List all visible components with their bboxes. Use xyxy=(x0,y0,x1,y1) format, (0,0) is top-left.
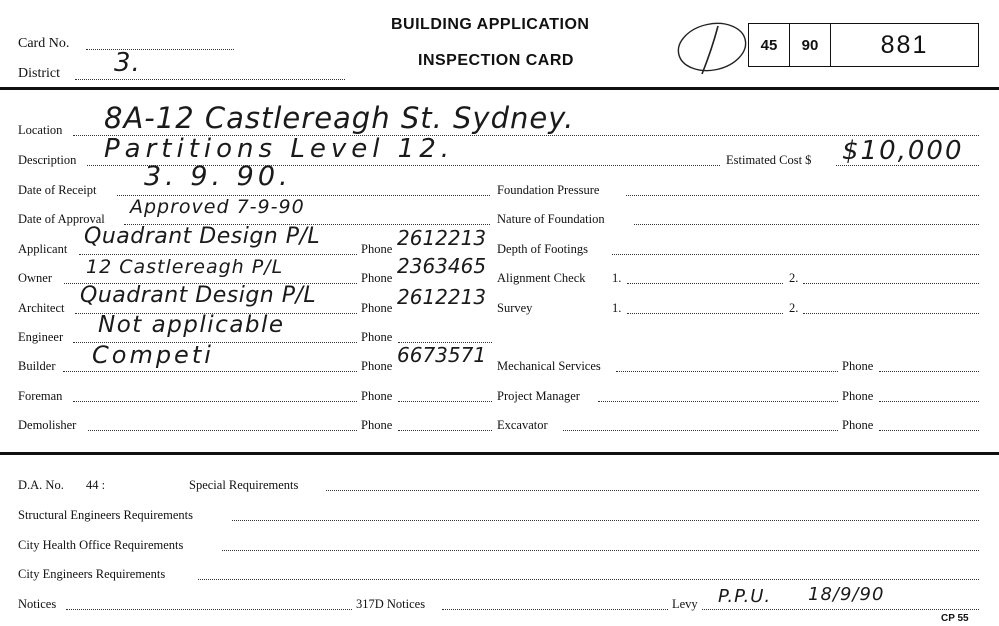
code-b-box: 90 xyxy=(789,23,831,67)
foreman-label: Foreman xyxy=(18,389,63,403)
card-number-box: 881 xyxy=(830,23,979,67)
circled-mark-icon xyxy=(672,14,754,80)
da-no-value: 44 : xyxy=(86,478,106,492)
date-of-receipt-value: 3. 9. 90. xyxy=(144,161,292,192)
engineer-label: Engineer xyxy=(18,330,64,344)
foundation-pressure-dots xyxy=(626,195,979,196)
project-manager-phone-dots xyxy=(879,401,979,402)
card-no-label: Card No. xyxy=(18,36,70,51)
project-manager-label: Project Manager xyxy=(497,389,580,403)
builder-phone-value: 6673571 xyxy=(397,343,487,367)
survey-dots-2 xyxy=(803,313,979,314)
architect-label: Architect xyxy=(18,301,65,315)
owner-label: Owner xyxy=(18,271,53,285)
architect-phone-value: 2612213 xyxy=(397,285,487,309)
mechanical-services-dots xyxy=(616,371,838,372)
applicant-label: Applicant xyxy=(18,242,68,256)
levy-label: Levy xyxy=(672,597,698,611)
alignment-item-1: 1. xyxy=(612,271,622,285)
title-line-2: INSPECTION CARD xyxy=(418,52,574,69)
survey-label: Survey xyxy=(497,301,533,315)
applicant-phone-label: Phone xyxy=(361,242,393,256)
engineer-value: Not applicable xyxy=(98,312,285,338)
owner-phone-label: Phone xyxy=(361,271,393,285)
depth-of-footings-dots xyxy=(612,254,979,255)
code-a-box: 45 xyxy=(748,23,790,67)
applicant-value: Quadrant Design P/L xyxy=(84,224,321,249)
special-requirements-dots xyxy=(326,490,979,491)
description-value: Partitions Level 12. xyxy=(104,134,455,164)
da-no-label: D.A. No. xyxy=(18,478,64,492)
nature-of-foundation-dots xyxy=(634,224,979,225)
demolisher-phone-dots xyxy=(398,430,492,431)
project-manager-dots xyxy=(598,401,838,402)
architect-phone-label: Phone xyxy=(361,301,393,315)
demolisher-phone-label: Phone xyxy=(361,418,393,432)
district-value: 3. xyxy=(114,48,141,78)
requirements-divider xyxy=(0,452,999,455)
card-no-dots xyxy=(86,49,234,50)
date-of-approval-value: Approved 7-9-90 xyxy=(130,196,305,218)
owner-value: 12 Castlereagh P/L xyxy=(86,256,284,278)
builder-phone-label: Phone xyxy=(361,359,393,373)
alignment-dots-2 xyxy=(803,283,979,284)
engineer-phone-label: Phone xyxy=(361,330,393,344)
builder-label: Builder xyxy=(18,359,56,373)
foreman-phone-label: Phone xyxy=(361,389,393,403)
owner-phone-value: 2363465 xyxy=(397,254,487,278)
district-dots xyxy=(75,79,345,80)
alignment-item-2: 2. xyxy=(789,271,799,285)
estimated-cost-value: $10,000 xyxy=(842,136,964,166)
mechanical-phone-dots xyxy=(879,371,979,372)
nature-of-foundation-label: Nature of Foundation xyxy=(497,212,605,226)
levy-date: 18/9/90 xyxy=(808,584,885,605)
levy-value: P.P.U. xyxy=(718,586,772,607)
notices-label: Notices xyxy=(18,597,57,611)
demolisher-dots xyxy=(88,430,357,431)
date-of-receipt-label: Date of Receipt xyxy=(18,183,97,197)
city-engineers-requirements-label: City Engineers Requirements xyxy=(18,567,166,581)
excavator-label: Excavator xyxy=(497,418,548,432)
builder-value: Competi xyxy=(92,341,214,369)
survey-item-1: 1. xyxy=(612,301,622,315)
notices-317d-dots xyxy=(442,609,668,610)
health-requirements-label: City Health Office Requirements xyxy=(18,538,184,552)
foundation-pressure-label: Foundation Pressure xyxy=(497,183,600,197)
alignment-check-label: Alignment Check xyxy=(497,271,586,285)
city-engineers-requirements-dots xyxy=(198,579,979,580)
description-label: Description xyxy=(18,153,77,167)
district-label: District xyxy=(18,66,60,81)
estimated-cost-label: Estimated Cost $ xyxy=(726,153,812,167)
location-value: 8A-12 Castlereagh St. Sydney. xyxy=(104,101,575,135)
architect-value: Quadrant Design P/L xyxy=(80,283,317,308)
project-manager-phone-label: Phone xyxy=(842,389,874,403)
form-code: CP 55 xyxy=(941,613,969,624)
health-requirements-dots xyxy=(222,550,979,551)
builder-dots xyxy=(63,371,357,372)
date-of-approval-label: Date of Approval xyxy=(18,212,105,226)
alignment-dots-1 xyxy=(627,283,783,284)
structural-requirements-dots xyxy=(232,520,979,521)
excavator-phone-label: Phone xyxy=(842,418,874,432)
title-line-1: BUILDING APPLICATION xyxy=(391,16,590,33)
excavator-phone-dots xyxy=(879,430,979,431)
structural-requirements-label: Structural Engineers Requirements xyxy=(18,508,193,522)
notices-317d-label: 317D Notices xyxy=(356,597,426,611)
applicant-phone-value: 2612213 xyxy=(397,226,487,250)
depth-of-footings-label: Depth of Footings xyxy=(497,242,588,256)
survey-item-2: 2. xyxy=(789,301,799,315)
demolisher-label: Demolisher xyxy=(18,418,77,432)
excavator-dots xyxy=(563,430,838,431)
foreman-phone-dots xyxy=(398,401,492,402)
foreman-dots xyxy=(73,401,357,402)
levy-dots xyxy=(702,609,979,610)
header-divider xyxy=(0,87,999,90)
special-requirements-label: Special Requirements xyxy=(189,478,299,492)
applicant-dots xyxy=(79,254,357,255)
location-label: Location xyxy=(18,123,63,137)
mechanical-services-label: Mechanical Services xyxy=(497,359,601,373)
survey-dots-1 xyxy=(627,313,783,314)
mechanical-phone-label: Phone xyxy=(842,359,874,373)
notices-dots xyxy=(66,609,352,610)
